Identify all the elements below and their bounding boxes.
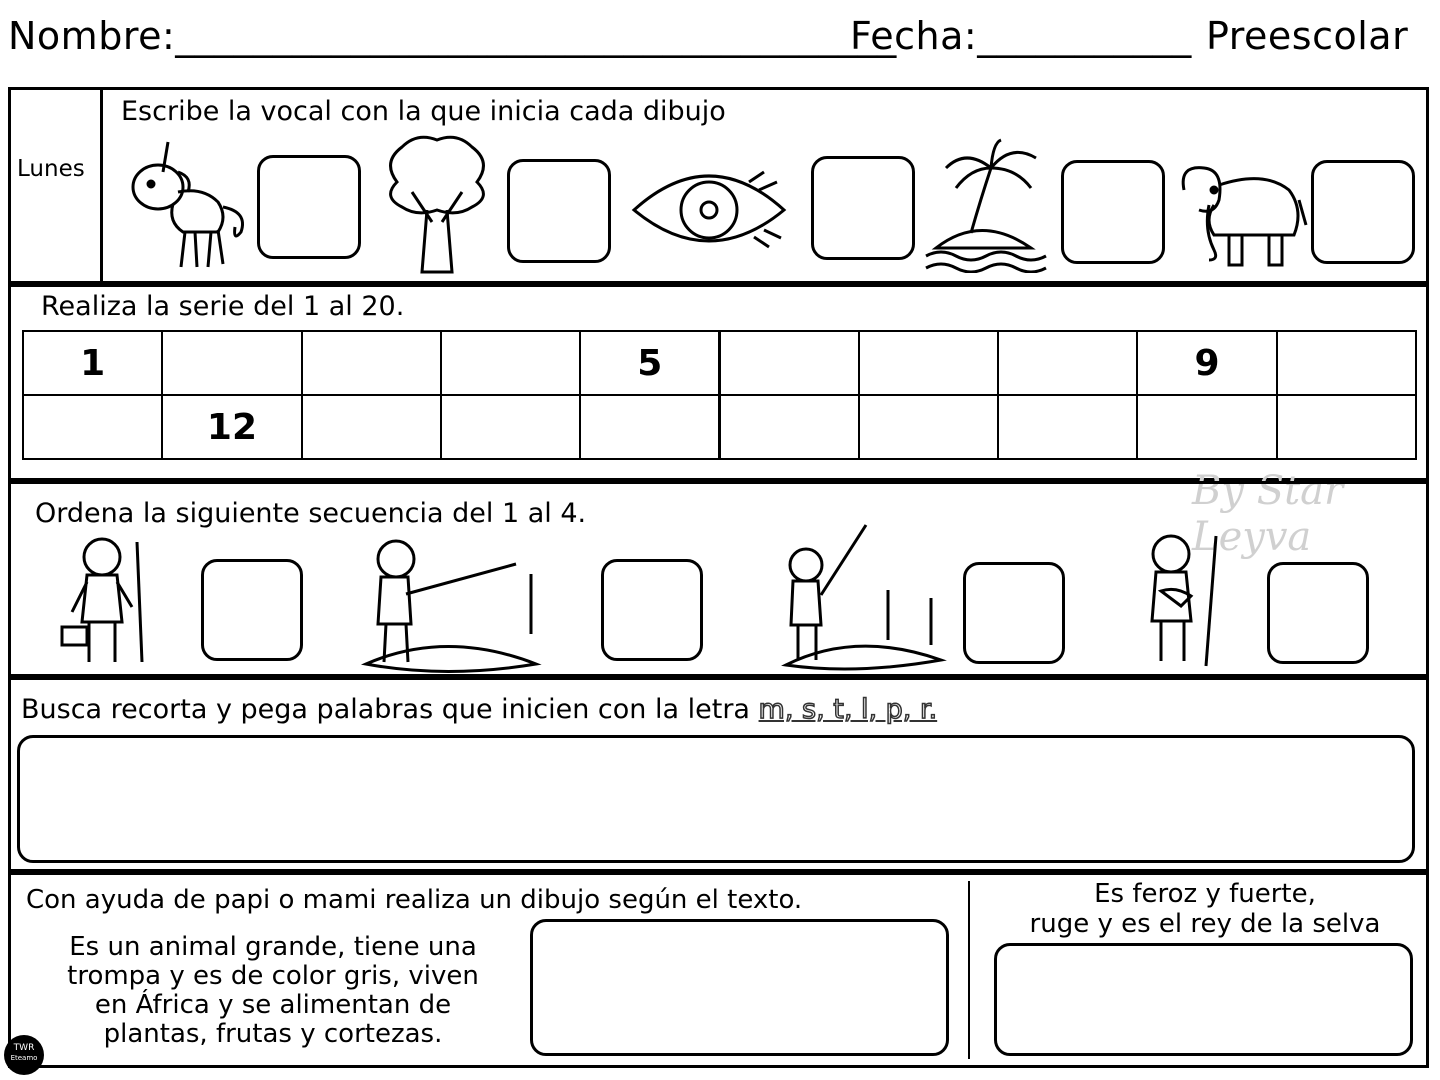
number-cell[interactable]: 1 bbox=[22, 330, 163, 396]
riddle2-line: ruge y es el rey de la selva bbox=[1029, 909, 1381, 939]
riddle-elephant bbox=[17, 933, 529, 1049]
boy-with-fishing-rod-icon bbox=[57, 532, 167, 672]
watermark: By Star Leyva bbox=[1192, 468, 1344, 560]
drawing-box-lion[interactable] bbox=[994, 943, 1413, 1056]
section3-instruction: Ordena la siguiente secuencia del 1 al 4. bbox=[35, 498, 587, 529]
order-box-1[interactable] bbox=[201, 559, 303, 661]
number-cell[interactable]: 5 bbox=[579, 330, 720, 396]
eye-icon bbox=[629, 162, 789, 257]
date-label: Fecha:___________ bbox=[850, 14, 1192, 58]
number-cell[interactable]: 9 bbox=[1136, 330, 1277, 396]
number-cell[interactable] bbox=[858, 394, 999, 460]
order-box-2[interactable] bbox=[601, 559, 703, 661]
paste-area[interactable] bbox=[17, 735, 1415, 863]
riddle1-line: en África y se alimentan de bbox=[94, 990, 452, 1020]
section4-instruction-text: Busca recorta y pega palabras que inicien con la letra bbox=[21, 694, 759, 725]
elephant-icon bbox=[1174, 160, 1309, 270]
number-cell[interactable] bbox=[301, 394, 442, 460]
logo-text: TWR bbox=[13, 1043, 35, 1053]
section-vowels bbox=[8, 87, 1429, 284]
number-cell[interactable] bbox=[22, 394, 163, 460]
logo bbox=[4, 1035, 44, 1075]
number-cell[interactable] bbox=[161, 330, 302, 396]
number-cell[interactable] bbox=[579, 394, 720, 460]
logo-subtext: Eteamo bbox=[10, 1054, 38, 1062]
riddle2-line: Es feroz y fuerte, bbox=[1094, 879, 1316, 909]
number-cell[interactable] bbox=[440, 330, 581, 396]
number-cell[interactable] bbox=[858, 330, 999, 396]
section-sequence bbox=[8, 481, 1429, 677]
divider bbox=[968, 881, 970, 1059]
number-cell[interactable] bbox=[301, 330, 442, 396]
number-cell[interactable] bbox=[440, 394, 581, 460]
level-label: Preescolar bbox=[1206, 14, 1409, 58]
number-cell[interactable] bbox=[1136, 394, 1277, 460]
day-label: Lunes bbox=[17, 156, 85, 182]
answer-box-tree[interactable] bbox=[507, 159, 611, 263]
boy-holding-fish-icon bbox=[1136, 526, 1246, 671]
name-label: Nombre:_____________________________________ bbox=[8, 14, 897, 58]
unicorn-icon bbox=[123, 132, 248, 277]
boy-fishing-at-pond-icon bbox=[356, 534, 546, 674]
section1-instruction: Escribe la vocal con la que inicia cada dibujo bbox=[121, 96, 726, 127]
number-cell[interactable]: 12 bbox=[161, 394, 302, 460]
section2-instruction: Realiza la serie del 1 al 20. bbox=[41, 291, 405, 322]
number-cell[interactable] bbox=[1276, 394, 1417, 460]
section5-instruction: Con ayuda de papi o mami realiza un dibujo según el texto. bbox=[26, 885, 803, 915]
section-drawing bbox=[8, 872, 1429, 1068]
number-cell[interactable] bbox=[1276, 330, 1417, 396]
drawing-box-elephant[interactable] bbox=[530, 919, 949, 1056]
answer-box-unicorn[interactable] bbox=[257, 155, 361, 259]
answer-box-eye[interactable] bbox=[811, 156, 915, 260]
number-cell[interactable] bbox=[719, 394, 860, 460]
answer-box-island[interactable] bbox=[1061, 160, 1165, 264]
boy-catching-fish-icon bbox=[776, 520, 956, 672]
riddle1-line: trompa y es de color gris, viven bbox=[67, 961, 479, 991]
tree-icon bbox=[377, 132, 497, 280]
number-cell[interactable] bbox=[997, 394, 1138, 460]
day-column bbox=[11, 90, 103, 281]
answer-box-elephant[interactable] bbox=[1311, 160, 1415, 264]
riddle1-line: plantas, frutas y cortezas. bbox=[103, 1019, 443, 1049]
number-cell[interactable] bbox=[719, 330, 860, 396]
order-box-4[interactable] bbox=[1267, 562, 1369, 664]
island-icon bbox=[921, 138, 1056, 273]
section-cut-paste bbox=[8, 677, 1429, 872]
order-box-3[interactable] bbox=[963, 562, 1065, 664]
section4-instruction bbox=[21, 694, 937, 725]
number-cell[interactable] bbox=[997, 330, 1138, 396]
riddle-lion bbox=[981, 879, 1429, 939]
riddle1-line: Es un animal grande, tiene una bbox=[69, 932, 477, 962]
target-letters: m, s, t, l, p, r. bbox=[758, 694, 938, 725]
